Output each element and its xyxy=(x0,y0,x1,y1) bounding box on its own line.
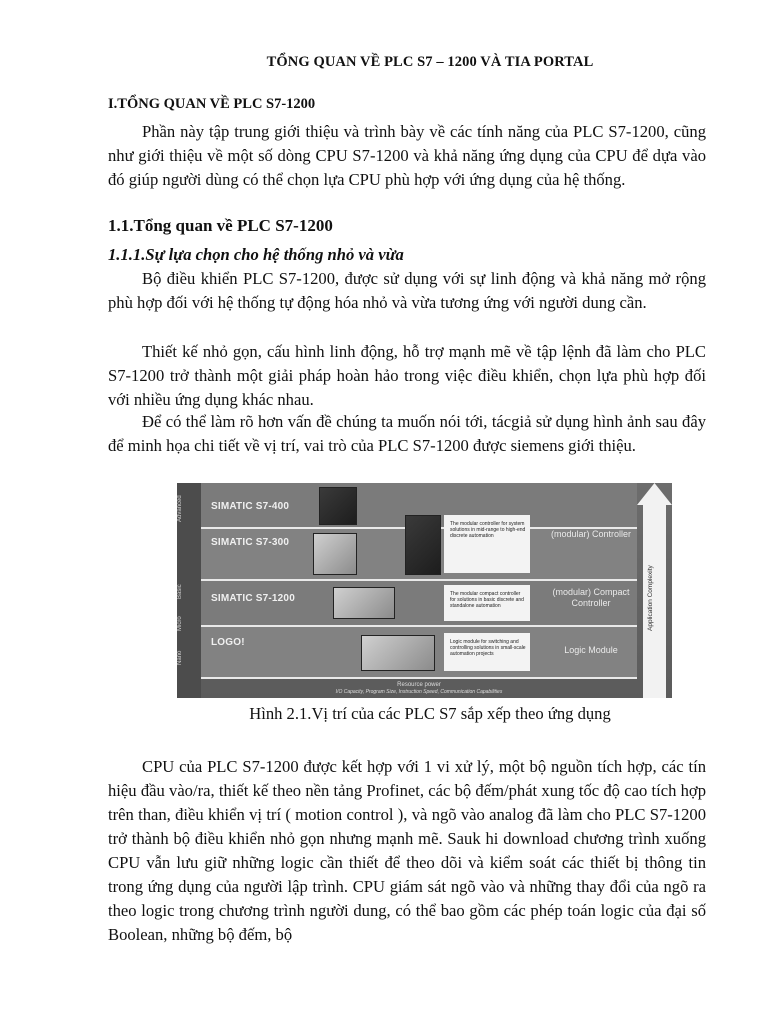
category-logic-module: Logic Module xyxy=(564,645,618,655)
s7-300-description-box xyxy=(444,515,530,573)
tier-band-s7-300 xyxy=(201,521,637,581)
s7-1200-device-image xyxy=(333,587,395,619)
arrow-label: Application Complexity xyxy=(647,565,654,631)
side-tag-basic: Basic xyxy=(177,584,183,600)
side-tag-micro: Micro xyxy=(177,616,183,632)
s7-300-device-image xyxy=(313,533,357,575)
plc-positioning-figure xyxy=(177,483,672,698)
logo-device-image xyxy=(361,635,435,671)
intro-paragraph: Phần này tập trung giới thiệu và trình bày về các tính năng của PLC S7-1200, cũng như giới thiệu về một số dòng CPU S7-1200 và khả năng ứng dụng của CPU để dựa vào đó giúp người dùng có thể chọn lựa CPU phù hợp với ứng dụng của hệ thống. xyxy=(108,122,706,189)
category-compact-controller: (modular) Compact Controller xyxy=(552,587,630,608)
section-heading: I.TỔNG QUAN VỀ PLC S7-1200 xyxy=(108,96,316,112)
subsection-heading: 1.1.Tổng quan về PLC S7-1200 xyxy=(108,216,333,235)
paragraph-1: Bộ điều khiển PLC S7-1200, được sử dụng với sự linh động và khả năng mở rộng phù hợp đối với hệ thống tự động hóa nhỏ và vừa tương ứng với người dung cần. xyxy=(108,269,706,312)
logo-description-box xyxy=(444,633,530,671)
resource-power-details: I/O Capacity, Program Size, Instruction Speed, Communication Capabilities xyxy=(335,689,503,695)
paragraph-3: Để có thể làm rõ hơn vấn đề chúng ta muốn nói tới, tácgiả sử dụng hình ảnh sau đây để minh họa chi tiết về vị trí, vai trò của PLC S7-1200 được siemens giới thiệu. xyxy=(108,412,706,455)
s7-300-description: The modular controller for system solutions in mid-range to high-end discrete automation xyxy=(450,521,526,539)
paragraph-4: CPU của PLC S7-1200 được kết hợp với 1 vi xử lý, một bộ nguồn tích hợp, các tín hiệu đầu vào/ra, thiết kế theo nền tảng Profinet, các bộ đếm/phát xung tốc độ cao tích hợp trên than, điều khiển vị trí ( motion control ), và ngõ vào analog đã làm cho PLC S7-1200 trở thành bộ điều khiển nhỏ gọn nhưng mạnh mẽ. Sauk hi download chương trình xuống CPU vẫn lưu giữ những logic cần thiết để theo dõi và kiểm soát các thiết bị thông tin trong ứng dụng của người lập trình. CPU giám sát ngõ vào và những thay đổi của ngõ ra theo logic trong chương trình người dung, có thể bao gồm các phép toán logic của đại số Boolean, những bộ đếm, bộ xyxy=(108,757,706,944)
logo-description: Logic module for switching and controlling solutions in small-scale automation projects xyxy=(450,639,526,657)
tier-band-s7-1200 xyxy=(201,581,637,627)
document-title: TỔNG QUAN VỀ PLC S7 – 1200 VÀ TIA PORTAL xyxy=(266,54,594,70)
s7-300-module-image xyxy=(405,515,441,575)
tier-label-s7-400: SIMATIC S7-400 xyxy=(211,501,290,512)
resource-power-bar xyxy=(201,679,637,698)
figure-caption: Hình 2.1.Vị trí của các PLC S7 sắp xếp theo ứng dụng xyxy=(249,704,611,723)
tier-band-logo xyxy=(201,627,637,679)
side-tag-advanced: Advanced xyxy=(177,495,183,523)
paragraph-2: Thiết kế nhỏ gọn, cấu hình linh động, hỗ trợ mạnh mẽ về tập lệnh đã làm cho PLC S7-1200 trở thành một giải pháp hoàn hảo trong việc điều khiển, chọn lựa phù hợp đối với nhiều ứng dụng khác nhau. xyxy=(108,342,706,409)
category-controller: (modular) Controller xyxy=(550,529,632,539)
tier-label-s7-300: SIMATIC S7-300 xyxy=(211,537,290,548)
s7-1200-description-box xyxy=(444,585,530,621)
tier-label-logo: LOGO! xyxy=(211,637,245,648)
s7-400-device-image xyxy=(319,487,357,525)
s7-1200-description: The modular compact controller for solutions in basic discrete and standalone automation xyxy=(450,591,524,609)
tier-label-s7-1200: SIMATIC S7-1200 xyxy=(211,593,295,604)
resource-power-label: Resource power xyxy=(397,682,441,688)
side-tag-nano: Nano xyxy=(177,650,183,666)
subsubsection-heading: 1.1.1.Sự lựa chọn cho hệ thống nhỏ và vừa xyxy=(108,245,404,264)
